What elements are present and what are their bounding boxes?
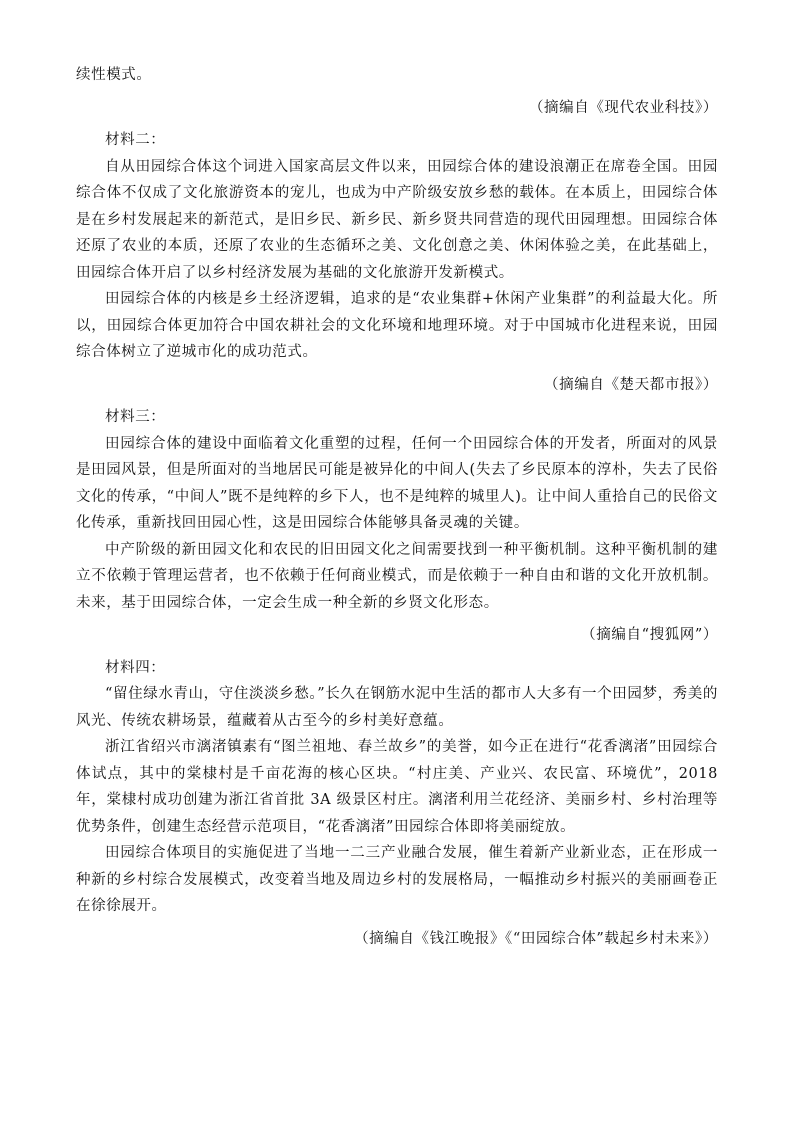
material-2-paragraph-2: 田园综合体的内核是乡土经济逻辑，追求的是“农业集群+休闲产业集群”的利益最大化。所以，田园综合体更加符合中国农耕社会的文化环境和地理环境。对于中国城市化进程来说，田园综合体树立了逆城市化的成功范式。 bbox=[76, 291, 718, 360]
material-4-heading: 材料四： bbox=[105, 659, 166, 676]
material-4-paragraph-1: “留住绿水青山，守住淡淡乡愁。”长久在钢筋水泥中生活的都市人大多有一个田园梦，秀美的风光、传统农耕场景，蕴藏着从古至今的乡村美好意蕴。 bbox=[76, 686, 718, 729]
material-2-paragraph-1: 自从田园综合体这个词进入国家高层文件以来，田园综合体的建设浪潮正在席卷全国。田园综合体不仅成了文化旅游资本的宠儿，也成为中产阶级安放乡愁的载体。在本质上，田园综合体是在乡村发展起来的新范式，是旧乡民、新乡民、新乡贤共同营造的现代田园理想。田园综合体还原了农业的本质，还原了农业的生态循环之美、文化创意之美、休闲体验之美，在此基础上，田园综合体开启了以乡村经济发展为基础的文化旅游开发新模式。 bbox=[76, 158, 718, 281]
material-3-section bbox=[76, 404, 718, 649]
lead-line: 续性模式。 bbox=[76, 67, 152, 83]
source-citation-3: （摘编自“搜狐网”） bbox=[581, 627, 718, 643]
source-citation-1: （摘编自《现代农业科技》） bbox=[528, 99, 718, 116]
material-4-paragraph-2: 浙江省绍兴市漓渚镇素有“图兰祖地、春兰故乡”的美誉，如今正在进行“花香漓渚”田园综合体试点，其中的棠棣村是千亩花海的核心区块。“村庄美、产业兴、农民富、环境优”，2018 年，棠棣村成功创建为浙江省首批 3A 级景区村庄。漓渚利用兰花经济、美丽乡村、乡村治理等优势条件，创建生态经营示范项目，“花香漓渚”田园综合体即将美丽绽放。 bbox=[76, 739, 718, 835]
material-2-section bbox=[76, 127, 718, 398]
source-citation-4: （摘编自《钱江晚报》《“田园综合体”载起乡村未来》） bbox=[354, 930, 718, 947]
material-4-paragraph-3: 田园综合体项目的实施促进了当地一二三产业融合发展，催生着新产业新业态，正在形成一种新的乡村综合发展模式，改变着当地及周边乡村的发展格局，一幅推动乡村振兴的美丽画卷正在徐徐展开。 bbox=[76, 845, 718, 914]
source-citation-2: （摘编自《楚天都市报》） bbox=[544, 376, 718, 393]
material-4-section bbox=[76, 655, 718, 953]
material-2-heading: 材料二： bbox=[105, 132, 166, 148]
material-3-heading: 材料三： bbox=[105, 409, 166, 425]
material-3-paragraph-1: 田园综合体的建设中面临着文化重塑的过程，任何一个田园综合体的开发者，所面对的风景是田园风景，但是所面对的当地居民可能是被异化的中间人(失去了乡民原本的淳朴，失去了民俗文化的传承，“中间人”既不是纯粹的乡下人，也不是纯粹的城里人)。让中间人重拾自己的民俗文化传承，重新找回田园心性，这是田园综合体能够具备灵魂的关键。 bbox=[76, 435, 718, 531]
material-3-paragraph-2: 中产阶级的新田园文化和农民的旧田园文化之间需要找到一种平衡机制。这种平衡机制的建立不依赖于管理运营者，也不依赖于任何商业模式，而是依赖于一种自由和谐的文化开放机制。未来，基于田园综合体，一定会生成一种全新的乡贤文化形态。 bbox=[76, 541, 718, 611]
